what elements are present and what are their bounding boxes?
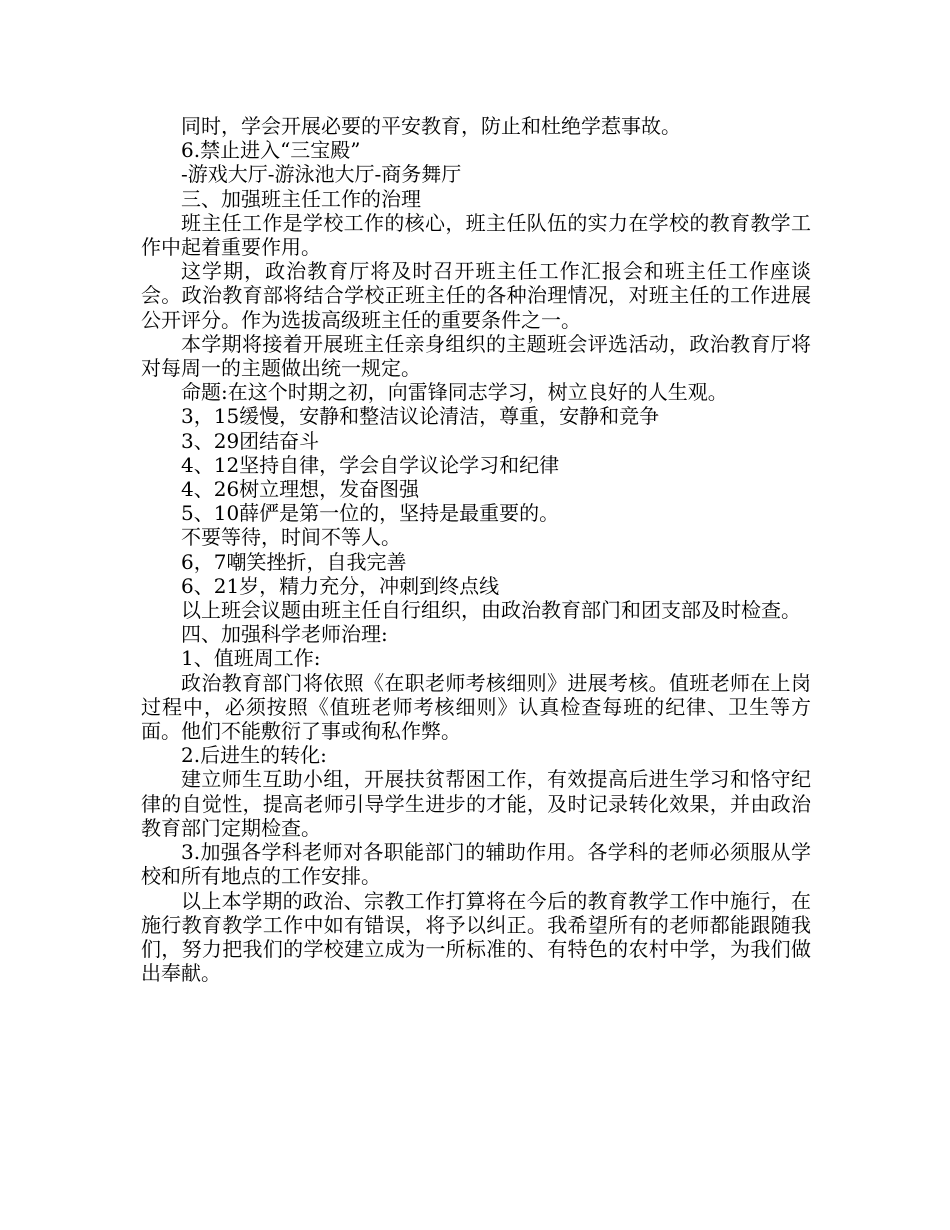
paragraph-topic-intro: 命题:在这个时期之初，向雷锋同志学习，树立良好的人生观。	[181, 380, 728, 405]
schedule-item: 5、10薛俨是第一位的，坚持是最重要的。	[181, 501, 560, 526]
paragraph-duty-week: 政治教育部门将依照《在职老师考核细则》进展考核。值班老师在上岗过程中，必须按照《值班老师考核细则》认真检查每班的纪律、卫生等方面。他们不能敷衍了事或徇私作弊。	[141, 670, 811, 744]
paragraph-safety-education: 同时，学会开展必要的平安教育，防止和杜绝学惹事故。	[181, 114, 681, 138]
subheading-underachievers: 2.后进生的转化:	[181, 743, 327, 768]
paragraph-underachievers: 建立师生互助小组，开展扶贫帮困工作，有效提高后进生学习和恪守纪律的自觉性，提高老师引导学生进步的才能，及时记录转化效果，并由政治教育部门定期检查。	[141, 767, 811, 840]
paragraph-head-teacher-core: 班主任工作是学校工作的核心，班主任队伍的实力在学校的教育教学工作中起着重要作用。	[141, 210, 811, 260]
paragraph-conclusion: 以上本学期的政治、宗教工作打算将在今后的教育教学工作中施行，在施行教育教学工作中如有错误，将予以纠正。我希望所有的老师都能跟随我们，努力把我们的学校建立成为一所标准的、有特色的农村中学，为我们做出奉献。	[141, 888, 811, 986]
paragraph-forbidden-places-list: -游戏大厅-游泳池大厅-商务舞厅	[181, 162, 462, 187]
paragraph-head-teacher-meetings: 这学期，政治教育厅将及时召开班主任工作汇报会和班主任工作座谈会。政治教育部将结合学校正班主任的各种治理情况，对班主任的工作进展公开评分。作为选拔高级班主任的重要条件之一。	[141, 259, 811, 332]
document-body	[141, 114, 811, 985]
schedule-item: 不要等待，时间不等人。	[181, 525, 401, 550]
paragraph-subject-teachers: 3.加强各学科老师对各职能部门的辅助作用。各学科的老师必须服从学校和所有地点的工作安排。	[141, 840, 811, 889]
schedule-item: 6，7嘲笑挫折，自我完善	[181, 549, 407, 574]
schedule-item: 4、12坚持自律，学会自学议论学习和纪律	[181, 452, 560, 477]
paragraph-theme-class-meetings: 本学期将接着开展班主任亲身组织的主题班会评选活动，政治教育厅将对每周一的主题做出统一规定。	[141, 331, 811, 381]
paragraph-topics-inspection: 以上班会议题由班主任自行组织，由政治教育部门和团支部及时检查。	[181, 598, 801, 623]
schedule-item: 4、26树立理想，发奋图强	[181, 477, 420, 502]
subheading-duty-week: 1、值班周工作:	[181, 646, 321, 671]
schedule-item: 6、21岁，精力充分，冲刺到终点线	[181, 573, 500, 598]
section-heading-teacher-management: 四、加强科学老师治理:	[181, 622, 388, 647]
schedule-item: 3，15缓慢，安静和整洁议论清洁，尊重，安静和竞争	[181, 404, 660, 429]
section-heading-head-teacher: 三、加强班主任工作的治理	[181, 186, 421, 211]
schedule-item: 3、29团结奋斗	[181, 428, 320, 453]
paragraph-forbidden-places-heading: 6.禁止进入“三宝殿”	[181, 138, 361, 163]
